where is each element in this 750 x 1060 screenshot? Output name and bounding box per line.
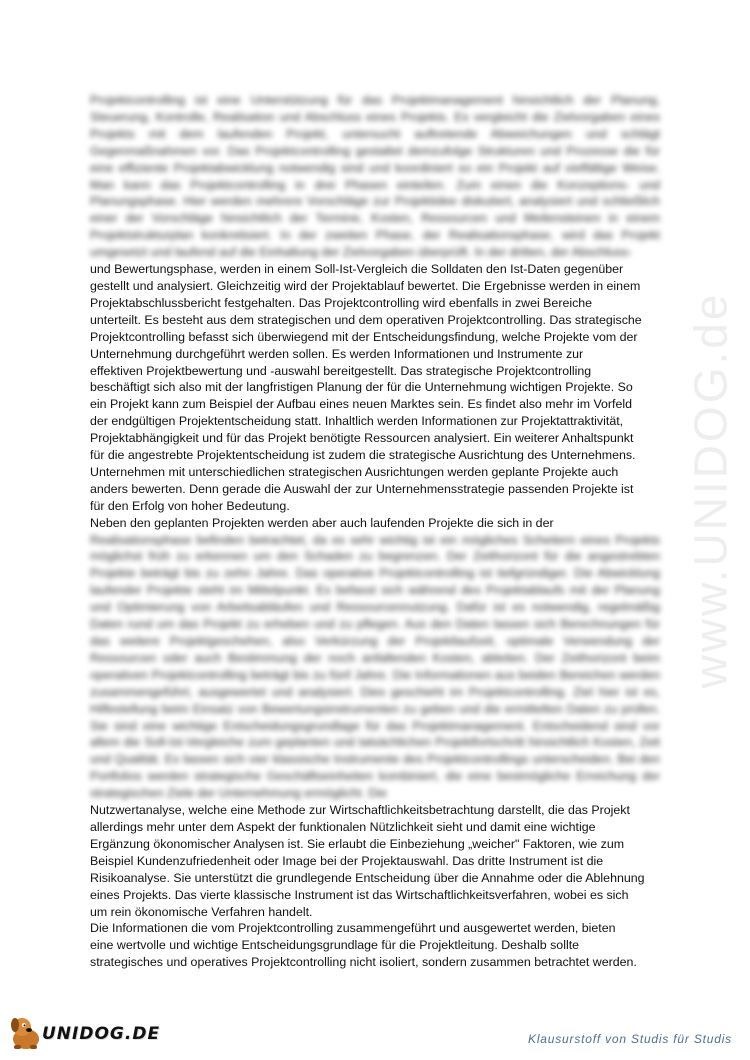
text-line: Projektcontrolling befasst sich überwiegend mit der Entscheidungsfindung, welche Projekte vom der [90,329,638,344]
text-line: eines Projekts. Das vierte klassische Instrument ist das Wirtschaftlichkeitsverfahren, wobei es sich [90,887,629,902]
logo-text: UNIDOG.DE [42,1024,161,1044]
document-body [90,92,660,971]
footer-tagline: Klausurstoff von Studis für Studis [528,1032,732,1046]
text-line: Unternehmung durchgeführt werden sollen. Es werden Informationen und Instrumente zur [90,346,584,361]
text-line: ein Projekt kann zum Beispiel der Aufbau eines neuen Marktes sein. Es findet also mehr im Vorfeld [90,397,633,412]
text-line: gestellt und analysiert. Gleichzeitig wird der Projektablauf bewertet. Die Ergebnisse werden in einem [90,278,641,293]
clear-text-block-1 [90,261,660,532]
text-line: um rein ökonomische Verfahren handelt. [90,904,313,919]
text-line: Ergänzung ökonomischer Analysen ist. Sie erlaubt die Einbeziehung „weicher" Faktoren, wie zum [90,836,625,851]
text-line: Projektabhängigkeit und für das Projekt benötigte Ressourcen analysiert. Ein weiterer Anhaltspunkt [90,431,634,446]
text-line: Projektabschlussbericht festgehalten. Das Projektcontrolling wird ebenfalls in zwei Bereiche [90,295,593,310]
text-line: Unternehmen mit unterschiedlichen strategischen Ausrichtungen werden geplante Projekte auch [90,464,619,479]
text-line: für den Erfolg von hoher Bedeutung. [90,498,290,513]
text-line: Risikoanalyse. Sie unterstützt die grundlegende Entscheidung über die Annahme oder die Ablehnung [90,870,645,885]
text-line: Neben den geplanten Projekten werden aber auch laufenden Projekte die sich in der [90,515,554,530]
text-line: Die Informationen die vom Projektcontrolling zusammengeführt und ausgewertet werden, bieten [90,921,616,936]
dog-mascot-icon [6,1012,46,1052]
text-line: anders bewerten. Denn gerade die Auswahl der zur Unternehmensstrategie passenden Projekte ist [90,481,634,496]
text-line: Nutzwertanalyse, welche eine Methode zur Wirtschaftlichkeitsbetrachtung darstellt, die das Projekt [90,803,630,818]
text-line: beschäftigt sich also mit der langfristigen Planung der für die Unternehmung wichtigen Projekte. So [90,380,633,395]
blurred-paragraph-top: Projektcontrolling ist eine Unterstützung für das Projektmanagement hinsichtlich der Planung, Steuerung, Kontrolle, Realisation und Abschluss eines Projekts. Es vergleicht die Zielvorgaben eines Projekts mit dem laufenden Projekt, untersucht auftretende Abweichungen und schlägt Gegenmaßnahmen vor. Das Projektcontrolling gestaltet demzufolge Strukturen und Prozesse die für eine effiziente Projektabwicklung notwendig sind und koordiniert so ein Projekt auf vielfältige Weise. Man kann das Projektcontrolling in drei Phasen einteilen. Zum einen die Konzeptions- und Planungsphase. Hier werden mehrere Vorschläge zur Projektidee diskutiert, analysiert und schließlich einer der Vorschläge hinsichtlich der Termine, Kosten, Ressourcen und Meilensteinen in einem Projektstrukturplan konkretisiert. In der zweiten Phase, der Realisationsphase, wird das Projekt umgesetzt und laufend auf die Einhaltung der Zielvorgaben überprüft. In der dritten, der Abschluss- [90,93,660,260]
text-line: strategisches und operatives Projektcontrolling nicht isoliert, sondern zusammen betrachtet werden. [90,955,637,970]
clear-text-block-2 [90,802,660,971]
unidog-logo[interactable] [6,1012,176,1056]
watermark [650,230,750,750]
text-line: effektiven Projektbewertung und -auswahl bereitgestellt. Das strategische Projektcontrolling [90,363,592,378]
text-line: der endgültigen Projektentscheidung statt. Inhaltlich werden Informationen zur Projektattraktivität, [90,414,624,429]
text-line: eine wertvolle und wichtige Entscheidungsgrundlage für die Projektleitung. Deshalb sollte [90,938,580,953]
text-line: unterteilt. Es besteht aus dem strategischen und dem operativen Projektcontrolling. Das strategische [90,312,642,327]
text-line: und Bewertungsphase, werden in einem Soll-Ist-Vergleich die Solldaten den Ist-Daten gegenüber [90,262,624,277]
text-line: allerdings mehr unter dem Aspekt der funktionalen Nützlichkeit sieht und damit eine wichtige [90,819,596,834]
text-line: Beispiel Kundenzufriedenheit oder Image bei der Projektauswahl. Das dritte Instrument ist die [90,853,604,868]
watermark-text: www.UNIDOG.de [684,291,737,689]
blurred-paragraph-middle: Realisationsphase befinden betrachtet, da es sehr wichtig ist ein mögliches Scheitern eines Projekts möglichst früh zu erkennen um den Schaden zu begrenzen. Der Zeithorizont für die angestrebten Projekte beträgt bis zu zehn Jahre. Das operative Projektcontrolling ist tiefgründiger. Die Abwicklung laufender Projekte steht im Mittelpunkt. Es befasst sich während des Projektablaufs mit der Planung und Optimierung von Arbeitsabläufen und Ressourcennutzung. Dafür ist es notwendig, regelmäßig Daten rund um das Projekt zu erheben und zu pflegen. Aus den Daten lassen sich Berechnungen für das weitere Projektgeschehen, also Verkürzung der Projektlaufzeit, optimale Verwendung der Ressourcen oder auch Bestimmung der noch anfallenden Kosten, ableiten. Der Zeithorizont beim operativen Projektcontrolling beträgt bis zu fünf Jahre. Die Informationen aus beiden Bereichen werden zusammengeführt, ausgewertet und analysiert. Dies geschieht im Projektcontrolling. Ziel hier ist es, Hilfestellung beim Einsatz von Bewertungsinstrumenten zu geben und die ermittelten Daten zu prüfen. Sie sind eine wichtige Entscheidungsgrundlage für das Projektmanagement. Entscheidend sind vor allem die Soll-Ist-Vergleiche zum geplanten und tatsächlichen Projektfortschritt hinsichtlich Kosten, Zeit und Qualität. Es lassen sich vier klassische Instrumente des Projektcontrollings unterscheiden. Bei den Portfolios werden strategische Geschäftseinheiten kombiniert, die eine bestmögliche Erreichung der strategischen Ziele der Unternehmung ermöglicht. Die [90,532,660,801]
text-line: für die angestrebte Projektentscheidung ist zudem die strategische Ausrichtung des Unternehmens. [90,448,636,463]
